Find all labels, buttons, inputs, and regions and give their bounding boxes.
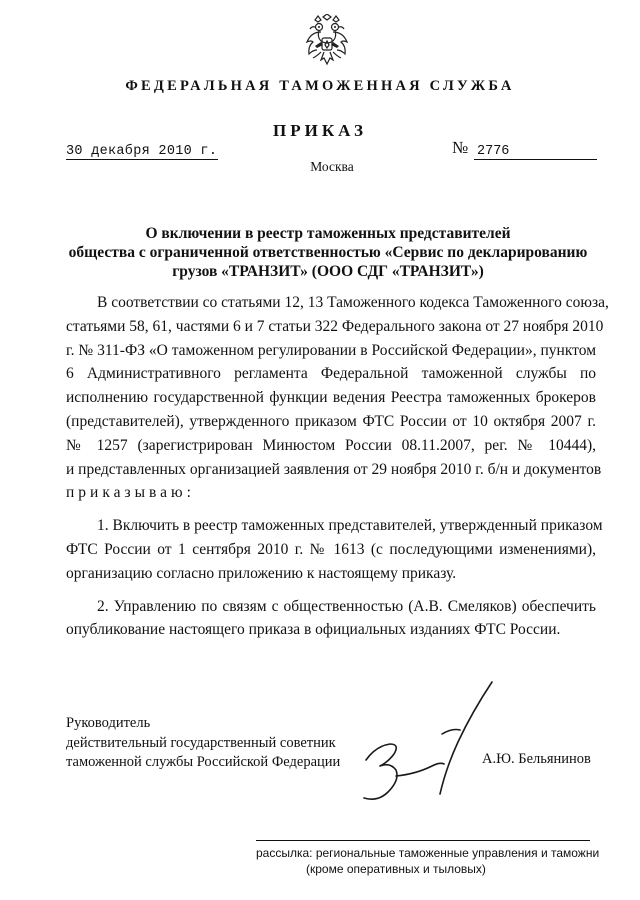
- order-subject: [60, 224, 596, 281]
- item-2-line: 2. Управлению по связям с общественностью (А.В. Смеляков) обеспечить: [97, 597, 596, 615]
- divider: [256, 840, 590, 841]
- subject-line: грузов «ТРАНЗИТ» (ООО СДГ «ТРАНЗИТ»): [172, 263, 484, 280]
- item-2-line: опубликование настоящего приказа в официальных изданиях ФТС России.: [66, 621, 561, 639]
- subject-line: О включении в реестр таможенных представителей: [145, 225, 511, 242]
- preamble-line: В соответствии со статьями 12, 13 Таможенного кодекса Таможенного союза,: [97, 294, 609, 311]
- order-number: 2776: [474, 144, 597, 160]
- signatory-position: [66, 714, 340, 773]
- signatory-name: А.Ю. Бельянинов: [482, 751, 591, 767]
- issuing-city: Москва: [310, 159, 354, 174]
- item-1-line: 1. Включить в реестр таможенных представителей, утвержденный приказом: [97, 517, 603, 535]
- item-1-line: организацию согласно приложению к настоящему приказу.: [66, 564, 457, 582]
- agency-name: ФЕДЕРАЛЬНАЯ ТАМОЖЕННАЯ СЛУЖБА: [125, 78, 515, 94]
- signatory-line: действительный государственный советник: [66, 734, 336, 751]
- subject-line: общества с ограниченной ответственностью «Сервис по декларированию: [68, 244, 588, 261]
- preamble-line: 6 Административного регламента Федеральной таможенной службы по: [66, 365, 596, 383]
- order-body: [66, 291, 609, 642]
- signatory-line: таможенной службы Российской Федерации: [66, 754, 341, 771]
- preamble-line: статьями 58, 61, частями 6 и 7 статьи 322 Федерального закона от 27 ноября 2010: [66, 317, 604, 335]
- signatory-line: Руководитель: [66, 715, 151, 731]
- distribution-line: рассылка: региональные таможенные управления и таможни: [256, 846, 600, 860]
- order-word: приказываю:: [66, 484, 195, 502]
- double-headed-eagle-emblem-icon: [303, 14, 351, 68]
- preamble-line: исполнению государственной функции ведения Реестра таможенных брокеров: [66, 389, 596, 407]
- number-sign: №: [452, 138, 469, 157]
- preamble-line: (представителей), утвержденного приказом ФТС России от 10 октября 2007 г.: [66, 412, 596, 430]
- preamble-line: № 1257 (зарегистрирован Минюстом России 08.11.2007, рег. № 10444),: [66, 436, 596, 454]
- order-date: 30 декабря 2010 г.: [66, 144, 218, 159]
- document-type-title: ПРИКАЗ: [273, 121, 367, 140]
- preamble-line: и представленных организацией заявления от 29 ноября 2010 г. б/н и документов: [66, 460, 602, 478]
- preamble-line: г. № 311-ФЗ «О таможенном регулировании в Российской Федерации», пунктом: [66, 341, 596, 359]
- handwritten-signature-icon: [352, 674, 502, 804]
- distribution-list: [256, 845, 599, 877]
- item-1-line: ФТС России от 1 сентября 2010 г. № 1613 (с последующими изменениями),: [66, 540, 596, 558]
- distribution-line: (кроме оперативных и тыловых): [306, 862, 486, 876]
